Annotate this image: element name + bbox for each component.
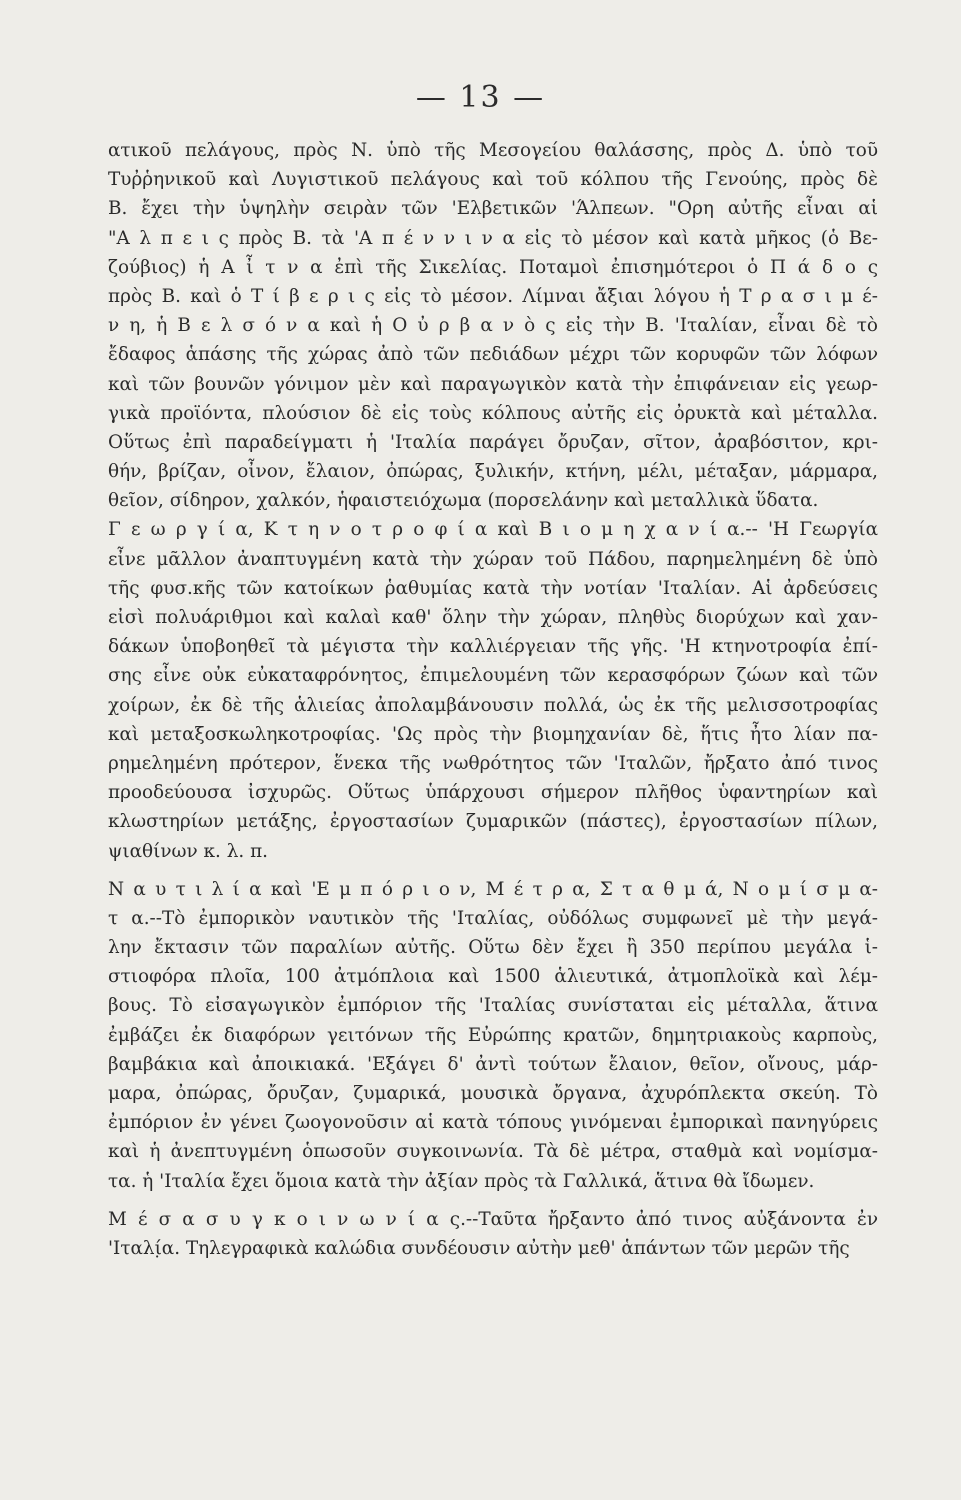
- text-line: ἐμπόριον ἐν γένει ζωογονοῦσιν αἱ κατὰ τόπους γινόμεναι ἐμπορικαὶ πανηγύρεις: [108, 1112, 878, 1134]
- text-line: ἔδαφος ἁπάσης τῆς χώρας ἀπὸ τῶν πεδιάδων μέχρι τῶν κορυφῶν τῶν λόφων: [108, 344, 878, 366]
- text-line: καὶ ἡ ἀνεπτυγμένη ὁπωσοῦν συγκοινωνία. Τὰ δὲ μέτρα, σταθμὰ καὶ νομίσμα-: [108, 1141, 878, 1163]
- text-line: θήν, βρίζαν, οἶνον, ἔλαιον, ὀπώρας, ξυλικήν, κτήνη, μέλι, μέταξαν, μάρμαρα,: [108, 461, 878, 483]
- text-line: ζούβιος) ἡ Α ἶ τ ν α ἐπὶ τῆς Σικελίας. Ποταμοὶ ἐπισημότεροι ὁ Π ά δ ο ς: [108, 256, 878, 278]
- page-text: [108, 136, 878, 1263]
- text-line: λην ἔκτασιν τῶν παραλίων αὐτῆς. Οὕτω δὲν ἔχει ἢ 350 περίπου μεγάλα ἱ-: [108, 937, 878, 959]
- text-line: βους. Τὸ εἰσαγωγικὸν ἐμπόριον τῆς 'Ιταλίας συνίσταται εἰς μέταλλα, ἅτινα: [108, 995, 878, 1017]
- text-line: εἶνε μᾶλλον ἀναπτυγμένη κατὰ τὴν χώραν τοῦ Πάδου, παρημελημένη δὲ ὑπὸ: [108, 548, 878, 570]
- paragraph-communications: [108, 1205, 878, 1263]
- text-line: μαρα, ὀπώρας, ὄρυζαν, ζυμαρικά, μουσικὰ ὄργανα, ἀχυρόπλεκτα σκεύη. Τὸ: [108, 1083, 878, 1104]
- text-line: χοίρων, ἐκ δὲ τῆς ἁλιείας ἀπολαμβάνουσιν πολλά, ὡς ἐκ τῆς μελισσοτροφίας: [108, 694, 878, 716]
- text-line: ν η, ἡ Β ε λ σ ό ν α καὶ ἡ Ο ὐ ρ β α ν ὸ ς εἰς τὴν Β. 'Ιταλίαν, εἶναι δὲ τὸ: [108, 315, 878, 337]
- text-line: ατικοῦ πελάγους, πρὸς Ν. ὑπὸ τῆς Μεσογείου θαλάσσης, πρὸς Δ. ὑπὸ τοῦ: [108, 140, 878, 161]
- text-line: δάκων ὑποβοηθεῖ τὰ μέγιστα τὴν καλλιέργειαν τῆς γῆς. 'Η κτηνοτροφία ἐπί-: [108, 636, 878, 658]
- text-line: Ν α υ τ ι λ ί α καὶ 'Ε μ π ό ρ ι ο ν, Μ έ τ ρ α, Σ τ α θ μ ά, Ν ο μ ί σ μ α-: [108, 878, 878, 900]
- text-line: Γ ε ω ρ γ ί α, Κ τ η ν ο τ ρ ο φ ί α καὶ Β ι ο μ η χ α ν ί α.-- 'Η Γεωργία: [108, 519, 878, 541]
- text-line: Οὕτως ἐπὶ παραδείγματι ἡ 'Ιταλία παράγει ὄρυζαν, σῖτον, ἀραβόσιτον, κρι-: [108, 431, 878, 453]
- text-line: σης εἶνε οὐκ εὐκαταφρόνητος, ἐπιμελουμένη τῶν κερασφόρων ζώων καὶ τῶν: [108, 665, 878, 687]
- text-line: "Α λ π ε ι ς πρὸς Β. τὰ 'Α π έ ν ν ι ν α εἰς τὸ μέσον καὶ κατὰ μῆκος (ὁ Βε-: [108, 227, 878, 249]
- paragraph-shipping-trade: [108, 875, 878, 1196]
- text-line: καὶ τῶν βουνῶν γόνιμον μὲν καὶ παραγωγικὸν κατὰ τὴν ἐπιφάνειαν εἰς γεωρ-: [108, 373, 878, 395]
- text-line: πρὸς Β. καὶ ὁ Τ ί β ε ρ ι ς εἰς τὸ μέσον. Λίμναι ἄξιαι λόγου ἡ Τ ρ α σ ι μ έ-: [108, 285, 878, 307]
- text-line: τ α.--Τὸ ἐμπορικὸν ναυτικὸν τῆς 'Ιταλίας, οὐδόλως συμφωνεῖ μὲ τὴν μεγά-: [108, 907, 878, 929]
- paragraph-agriculture-industry: [108, 515, 878, 865]
- text-line: καὶ μεταξοσκωληκοτροφίας. 'Ως πρὸς τὴν βιομηχανίαν δὲ, ἥτις ἦτο λίαν πα-: [108, 723, 878, 745]
- text-line: ρημελημένη πρότερον, ἕνεκα τῆς νωθρότητος τῶν 'Ιταλῶν, ἤρξατο ἀπό τινος: [108, 752, 878, 774]
- text-line: Μ έ σ α σ υ γ κ ο ι ν ω ν ί α ς.--Ταῦτα ἤρξαντο ἀπό τινος αὐξάνοντα ἐν: [108, 1208, 878, 1230]
- text-line: θεῖον, σίδηρον, χαλκόν, ἡφαιστειόχωμα (πορσελάνην καὶ μεταλλικὰ ὕδατα.: [108, 490, 819, 512]
- paragraph-geography: [108, 136, 878, 515]
- text-line: τα. ἡ 'Ιταλία ἔχει ὅμοια κατὰ τὴν ἀξίαν πρὸς τὰ Γαλλικά, ἅτινα θὰ ἴδωμεν.: [108, 1170, 815, 1192]
- text-line: Τυῤῥηνικοῦ καὶ Λυγιστικοῦ πελάγους καὶ τοῦ κόλπου τῆς Γενούης, πρὸς δὲ: [108, 169, 878, 191]
- text-line: ψιαθίνων κ. λ. π.: [108, 840, 269, 862]
- page-number: — 13 —: [415, 80, 546, 115]
- text-line: κλωστηρίων μετάξης, ἐργοστασίων ζυμαρικῶν (πάστες), ἐργοστασίων πίλων,: [108, 811, 878, 833]
- text-line: στιοφόρα πλοῖα, 100 ἀτμόπλοια καὶ 1500 ἁλιευτικά, ἀτμοπλοϊκὰ καὶ λέμ-: [108, 966, 878, 988]
- text-line: εἰσὶ πολυάριθμοι καὶ καλαὶ καθ' ὅλην τὴν χώραν, πληθὺς διορύχων καὶ χαν-: [108, 607, 878, 628]
- text-line: βαμβάκια καὶ ἀποικιακά. 'Εξάγει δ' ἀντὶ τούτων ἔλαιον, θεῖον, οἴνους, μάρ-: [108, 1053, 878, 1075]
- text-line: τῆς φυσ.κῆς τῶν κατοίκων ῥαθυμίας κατὰ τὴν νοτίαν 'Ιταλίαν. Αἱ ἀρδεύσεις: [108, 577, 878, 599]
- text-line: προοδεύουσα ἰσχυρῶς. Οὕτως ὑπάρχουσι σήμερον πλῆθος ὑφαντηρίων καὶ: [108, 782, 878, 804]
- text-line: ἐμβάζει ἐκ διαφόρων γειτόνων τῆς Εὐρώπης κρατῶν, δημητριακοὺς καρποὺς,: [108, 1024, 878, 1046]
- text-line: 'Ιταλί̣α. Τηλεγραφικὰ καλώδια συνδέουσιν αὐτὴν μεθ' ἁπάντων τῶν μερῶν τῆς: [108, 1237, 850, 1259]
- text-line: γικὰ προϊόντα, πλούσιον δὲ εἰς τοὺς κόλπους αὐτῆς εἰς ὀρυκτὰ καὶ μέταλλα.: [108, 402, 878, 424]
- text-line: Β. ἔχει τὴν ὑψηλὴν σειρὰν τῶν 'Ελβετικῶν 'Άλπεων. "Ορη αὐτῆς εἶναι αἱ: [108, 198, 878, 220]
